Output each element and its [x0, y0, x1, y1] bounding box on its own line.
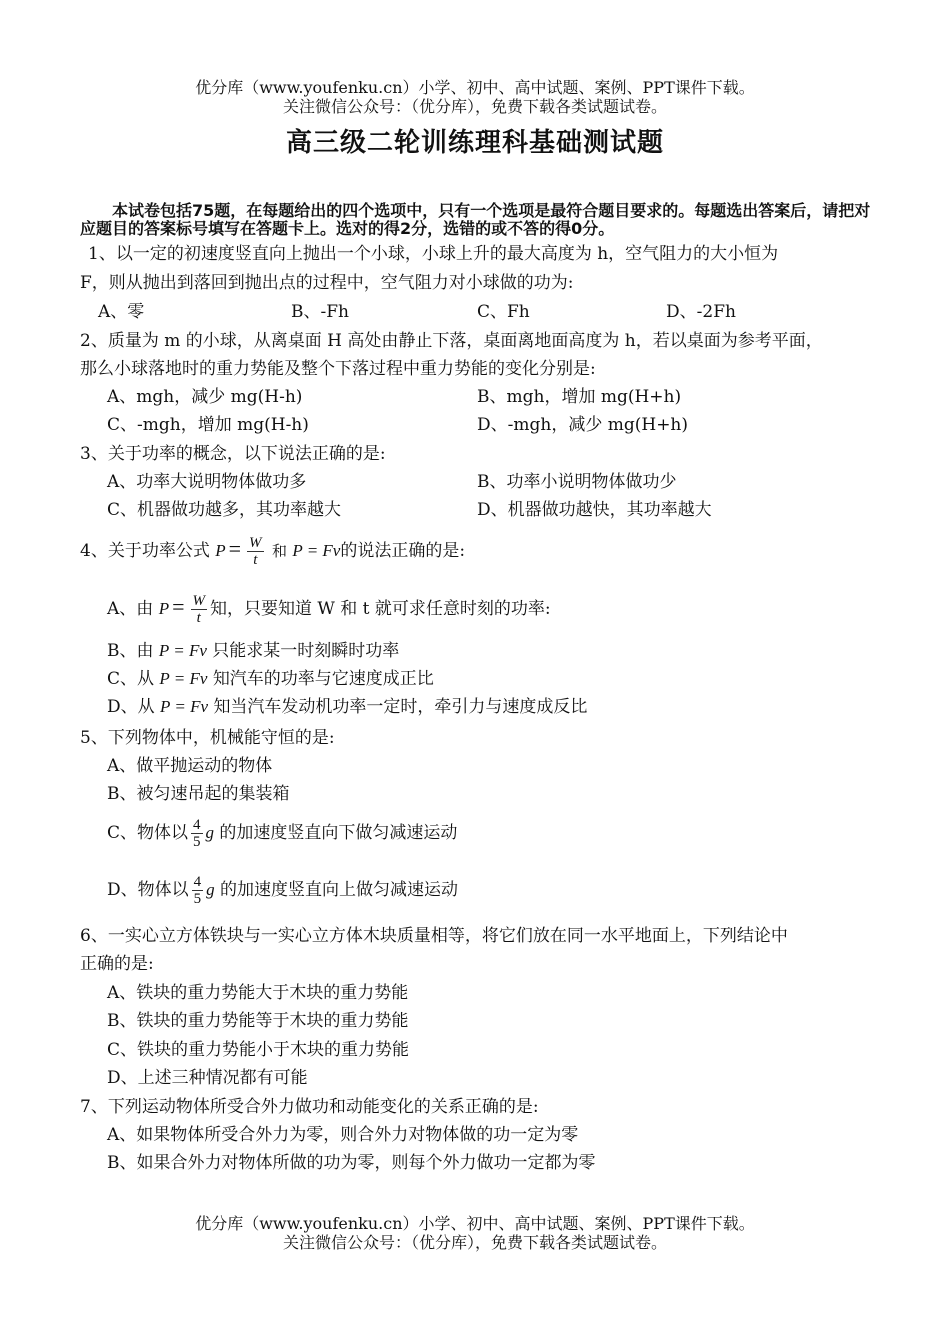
q3-stem: 3、关于功率的概念，以下说法正确的是: — [80, 444, 386, 464]
q5-option-c-fraction — [191, 817, 203, 850]
q2-stem-line2: 那么小球落地时的重力势能及整个下落过程中重力势能的变化分别是: — [80, 359, 596, 379]
q5-option-d-fraction — [192, 874, 204, 907]
q4-formula-fraction — [247, 535, 264, 568]
instructions-text: 本试卷包括75题，在每题给出的四个选项中，只有一个选项是最符合题目要求的。每题选出答案后，请把对应题目的答案标号填写在答题卡上。选对的得2分，选错的或不答的得0分。 — [80, 201, 871, 238]
q5-stem: 5、下列物体中，机械能守恒的是: — [80, 728, 335, 748]
q4-option-b-pre: B、由 — [107, 641, 154, 661]
footer-line-2: 关注微信公众号：（优分库），免费下载各类试题试卷。 — [282, 1233, 667, 1252]
q4-formula-eq: = — [228, 536, 242, 561]
q4-option-b-formula: P = Fv — [158, 641, 207, 660]
q4-stem — [80, 530, 890, 570]
q2-option-c: C、-mgh，增加 mg(H-h) — [107, 415, 309, 435]
q2-option-d: D、-mgh，减少 mg(H+h) — [477, 415, 689, 435]
q3-option-c: C、机器做功越多，其功率越大 — [107, 500, 342, 520]
q5-option-d-g: g — [206, 880, 215, 899]
q4-option-c — [107, 668, 434, 690]
q4-fraction-numerator: W — [249, 535, 262, 551]
q5-option-d-post: 的加速度竖直向上做匀减速运动 — [220, 880, 459, 900]
q6-stem-line1: 6、一实心立方体铁块与一实心立方体木块质量相等，将它们放在同一水平地面上，下列结论中 — [80, 926, 788, 946]
q4-option-a-numerator: W — [192, 593, 205, 609]
q5-option-d-denominator: 5 — [193, 891, 202, 907]
q3-option-a: A、功率大说明物体做功多 — [107, 472, 307, 492]
q5-option-c-g: g — [205, 823, 215, 842]
q5-option-d — [107, 869, 458, 911]
q2-option-b: B、mgh，增加 mg(H+h) — [477, 387, 682, 407]
q4-prefix: 4、关于功率公式 — [80, 541, 210, 561]
q7-stem: 7、下列运动物体所受合外力做功和动能变化的关系正确的是: — [80, 1097, 539, 1117]
q6-option-c: C、铁块的重力势能小于木块的重力势能 — [107, 1040, 410, 1060]
q1-option-a: A、零 — [98, 302, 145, 322]
q3-option-d: D、机器做功越快，其功率越大 — [477, 500, 712, 520]
footer-line-1: 优分库（www.youfenku.cn）小学、初中、高中试题、案例、PPT课件下载。 — [195, 1214, 755, 1233]
page-title: 高三级二轮训练理科基础测试题 — [285, 128, 664, 158]
q4-option-a-denominator: t — [196, 610, 201, 626]
q5-option-c — [107, 812, 457, 854]
q3-option-b: B、功率小说明物体做功少 — [477, 472, 677, 492]
q4-option-d-formula: P = Fv — [160, 697, 209, 716]
q4-option-b — [107, 640, 399, 662]
q4-option-c-formula: P = Fv — [159, 669, 208, 688]
q4-option-a-pre: A、由 — [107, 599, 154, 619]
q6-option-b: B、铁块的重力势能等于木块的重力势能 — [107, 1011, 409, 1031]
q1-stem-line2: F，则从抛出到落回到抛出点的过程中，空气阻力对小球做的功为: — [80, 273, 574, 293]
q4-fraction-denominator: t — [253, 552, 258, 568]
q5-option-d-numerator: 4 — [193, 874, 202, 890]
q5-option-b: B、被匀速吊起的集装箱 — [107, 784, 290, 804]
q4-option-a-p: P — [158, 599, 170, 618]
header-line-2: 关注微信公众号：（优分库），免费下载各类试题试卷。 — [282, 97, 667, 116]
q5-option-c-denominator: 5 — [193, 834, 201, 850]
q4-option-c-post: 知汽车的功率与它速度成正比 — [212, 669, 434, 689]
q4-option-d-post: 知当汽车发动机功率一定时，牵引力与速度成反比 — [213, 697, 588, 717]
q1-option-d: D、-2Fh — [666, 302, 736, 322]
q2-stem-line1: 2、质量为 m 的小球，从离桌面 H 高处由静止下落，桌面离地面高度为 h，若以桌面为参考平面， — [80, 331, 823, 351]
q4-option-a-fraction — [191, 593, 208, 626]
q4-option-a — [107, 588, 551, 628]
q4-option-a-eq: = — [172, 594, 185, 619]
q4-formula-pfv: P = Fv — [292, 541, 341, 560]
header-line-1: 优分库（www.youfenku.cn）小学、初中、高中试题、案例、PPT课件下载。 — [195, 78, 755, 97]
q4-option-b-post: 只能求某一时刻瞬时功率 — [212, 641, 400, 661]
q4-option-d-pre: D、从 — [107, 697, 155, 717]
q7-option-a: A、如果物体所受合外力为零，则合外力对物体做的功一定为零 — [107, 1125, 579, 1145]
q4-option-c-pre: C、从 — [107, 669, 155, 689]
q4-formula-p: P — [215, 541, 226, 560]
q1-option-b: B、-Fh — [291, 302, 349, 322]
q5-option-d-pre: D、物体以 — [107, 880, 189, 900]
q5-option-a: A、做平抛运动的物体 — [107, 756, 273, 776]
q2-option-a: A、mgh，减少 mg(H-h) — [107, 387, 303, 407]
q1-option-c: C、Fh — [477, 302, 530, 322]
q5-option-c-post: 的加速度竖直向下做匀减速运动 — [219, 823, 458, 843]
q1-stem-line1: 1、以一定的初速度竖直向上抛出一个小球，小球上升的最大高度为 h，空气阻力的大小恒为 — [88, 244, 779, 264]
q4-suffix: 的说法正确的是: — [340, 541, 466, 561]
q4-option-d — [107, 696, 587, 718]
q6-option-d: D、上述三种情况都有可能 — [107, 1068, 308, 1088]
q4-and: 和 — [271, 542, 287, 560]
instructions — [80, 202, 880, 238]
q5-option-c-pre: C、物体以 — [107, 823, 189, 843]
q5-option-c-numerator: 4 — [193, 817, 201, 833]
q4-option-a-post: 知，只要知道 W 和 t 就可求任意时刻的功率: — [210, 599, 551, 619]
q6-stem-line2: 正确的是: — [80, 954, 154, 974]
q6-option-a: A、铁块的重力势能大于木块的重力势能 — [107, 983, 409, 1003]
q7-option-b: B、如果合外力对物体所做的功为零，则每个外力做功一定都为零 — [107, 1153, 596, 1173]
